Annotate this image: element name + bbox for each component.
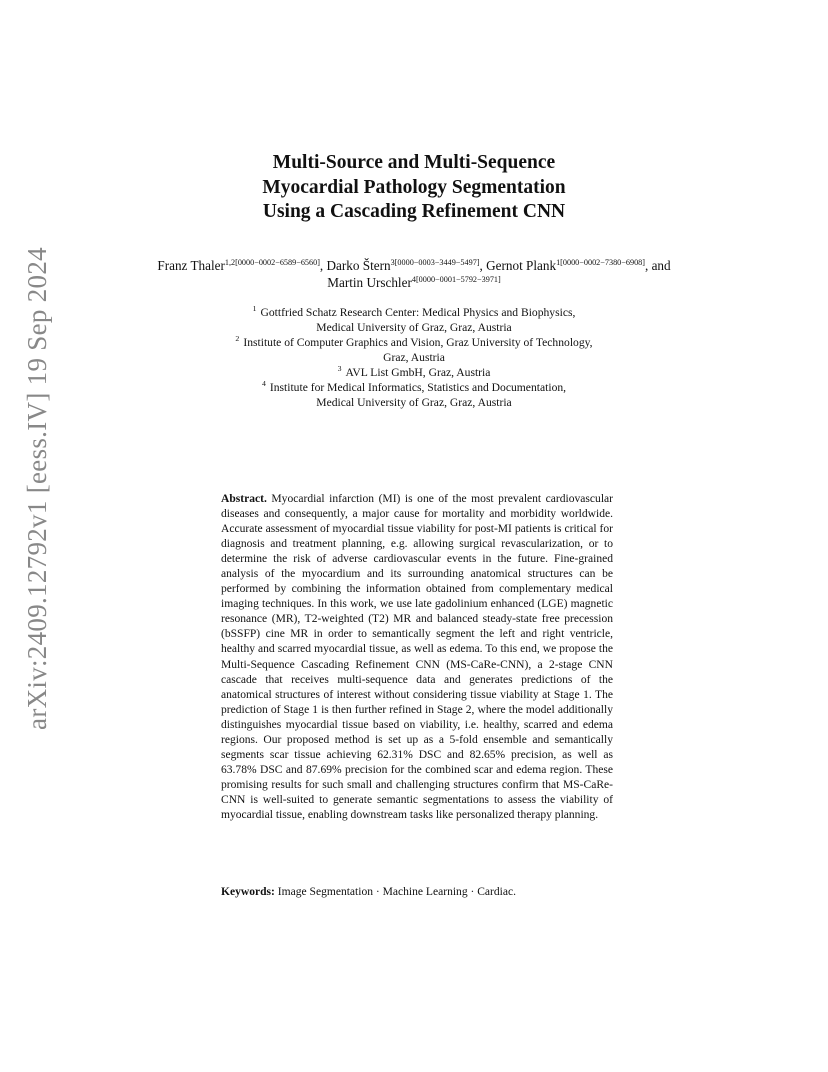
author-separator: , — [479, 258, 487, 273]
author-name: Gernot Plank — [486, 258, 557, 273]
affiliation-number: 3 — [337, 364, 342, 373]
affiliation-line: Gottfried Schatz Research Center: Medical Physics and Biophysics, — [260, 306, 576, 319]
affiliation — [150, 365, 678, 380]
affiliation — [150, 335, 678, 350]
title-line: Myocardial Pathology Segmentation — [262, 176, 566, 198]
affiliation-line: Medical University of Graz, Graz, Austria — [316, 321, 512, 334]
author-affil-orcid: 3[0000−0003−3449−5497] — [390, 258, 480, 267]
affiliation-number: 2 — [235, 334, 240, 343]
affiliation-number: 4 — [261, 379, 266, 388]
arxiv-identifier-text: arXiv:2409.12792v1 [eess.IV] 19 Sep 2024 — [21, 246, 52, 730]
abstract-label: Abstract. — [221, 493, 267, 505]
affiliation — [150, 305, 678, 320]
author-affil-orcid: 1[0000−0002−7380−6908] — [556, 258, 645, 267]
keywords-label: Keywords: — [221, 886, 275, 898]
author-list — [150, 257, 678, 291]
keywords-text: Image Segmentation · Machine Learning · Cardiac. — [277, 886, 517, 898]
arxiv-identifier — [16, 246, 58, 730]
title-line: Multi-Source and Multi-Sequence — [272, 152, 556, 173]
paper-title — [0, 151, 828, 225]
title-line: Using a Cascading Refinement CNN — [262, 201, 566, 222]
author-affil-orcid: 1,2[0000−0002−6589−6560] — [224, 258, 320, 267]
author-separator: , — [319, 258, 327, 273]
affiliation — [150, 380, 678, 395]
affiliation-line: Medical University of Graz, Graz, Austria — [316, 396, 512, 409]
author-separator: , and — [644, 258, 671, 273]
abstract-text: Myocardial infarction (MI) is one of the most prevalent cardiovascular diseases and consequently, a major cause for mortality and morbidity worldwide. Accurate assessment of myocardial tissue viability for post-MI patients is critical for diagnosis and treatment planning, e.g. allowing surgical revascularization, or to determine the risk of adverse cardiovascular events in the future. Fine-grained analysis of the myocardium and its surrounding anatomical structures can be performed by combining the information obtained from complementary medical imaging techniques. In this work, we use late gadolinium enhanced (LGE) magnetic resonance (MR), T2-weighted (T2) MR and balanced steady-state free precession (bSSFP) cine MR in order to semantically segment the left and right ventricle, healthy and scarred myocardial tissue, as well as edema. To this end, we propose the Multi-Sequence Cascading Refinement CNN (MS-CaRe-CNN), a 2-stage CNN cascade that receives multi-sequence data and generates predictions of the anatomical structures of interest without considering tissue viability at Stage 1. The prediction of Stage 1 is then further refined in Stage 2, where the model additionally distinguishes myocardial tissue based on viability, i.e. healthy, scarred and edema regions. Our proposed method is set up as a 5-fold ensemble and semantically segments scar tissue achieving 62.31% DSC and 82.65% precision, as well as 63.78% DSC and 87.69% precision for the combined scar and edema region. These promising results for such small and challenging structures confirm that MS-CaRe-CNN is well-suited to generate semantic segmentations to assess the viability of myocardial tissue, enabling downstream tasks like personalized therapy planning. — [221, 493, 613, 821]
affiliation-line: Graz, Austria — [383, 351, 445, 364]
keywords — [221, 885, 613, 900]
affiliation-line: Institute of Computer Graphics and Vision, Graz University of Technology, — [243, 336, 593, 349]
author-name: Martin Urschler — [327, 275, 412, 290]
affiliation-number: 1 — [252, 304, 257, 313]
author-affil-orcid: 4[0000−0001−5792−3971] — [411, 275, 501, 284]
author-name: Darko Štern — [326, 258, 391, 273]
affiliation-line: Institute for Medical Informatics, Statistics and Documentation, — [269, 381, 567, 394]
abstract — [221, 492, 613, 823]
affiliation-list — [150, 305, 678, 410]
author-name: Franz Thaler — [157, 258, 225, 273]
affiliation-line: AVL List GmbH, Graz, Austria — [345, 366, 491, 379]
